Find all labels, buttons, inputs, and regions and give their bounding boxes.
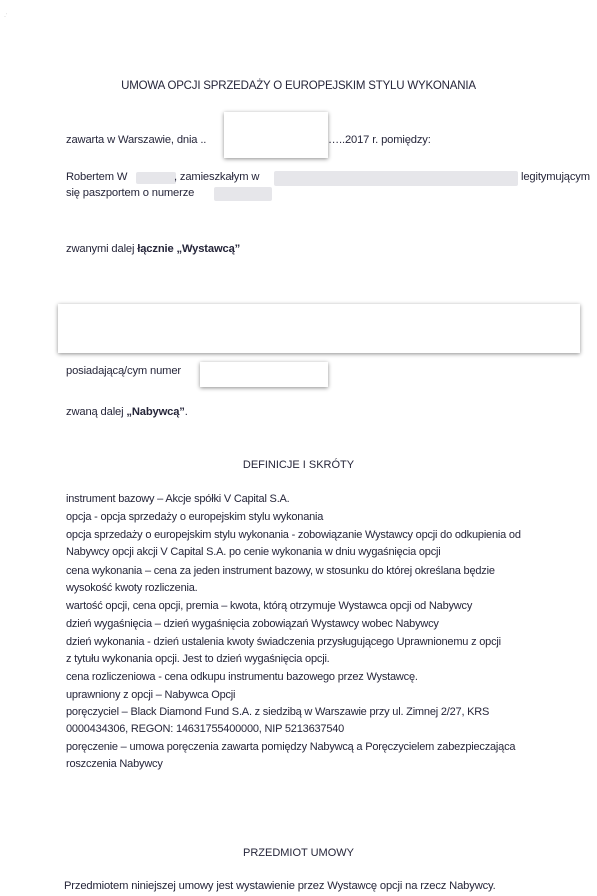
redaction-box-number	[200, 362, 328, 387]
definition-line: uprawniony z opcji – Nabywca Opcji	[66, 689, 236, 701]
holder-label: posiadającą/cym numer	[66, 365, 181, 377]
scan-mark: ·˙	[4, 14, 8, 20]
blurred-address	[274, 171, 518, 186]
party1-id-label: legitymującym	[521, 171, 590, 183]
document-title: UMOWA OPCJI SPRZEDAŻY O EUROPEJSKIM STYLU WYKONANIA	[121, 80, 476, 92]
definition-line: z tytułu wykonania opcji. Jest to dzień wygaśnięcia opcji.	[66, 653, 330, 665]
redaction-box-date	[224, 112, 328, 158]
definitions-heading: DEFINICJE I SKRÓTY	[242, 459, 355, 471]
definition-line: cena wykonania – cena za jeden instrument bazowy, w stosunku do której określana będzie	[66, 565, 495, 577]
definition-line: cena rozliczeniowa - cena odkupu instrumentu bazowego przez Wystawcę.	[66, 671, 418, 683]
concluded-prefix: zawarta w Warszawie, dnia ..	[66, 134, 207, 146]
definition-line: wartość opcji, cena opcji, premia – kwota, którą otrzymuje Wystawca opcji od Nabywcy	[66, 600, 473, 612]
definition-line: poręczyciel – Black Diamond Fund S.A. z siedzibą w Warszawie przy ul. Zimnej 2/27, KRS	[66, 706, 490, 718]
definition-line: poręczenie – umowa poręczenia zawarta pomiędzy Nabywcą a Poręczycielem zabezpieczająca	[66, 741, 516, 753]
party1-passport-label: się paszportem o numerze	[66, 187, 195, 199]
definition-line: dzień wykonania - dzień ustalenia kwoty świadczenia przysługującego Uprawnionemu z opcji	[66, 636, 501, 648]
definition-line: opcja sprzedaży o europejskim stylu wykonania - zobowiązanie Wystawcy opcji do odkupienia od	[66, 529, 521, 541]
buyer-designation: zwaną dalej „Nabywcą”.	[66, 406, 188, 418]
concluded-suffix: …..2017 r. pomiędzy:	[328, 134, 431, 146]
subject-heading: PRZEDMIOT UMOWY	[242, 847, 354, 859]
definition-line: roszczenia Nabywcy	[66, 758, 163, 770]
definition-line: dzień wygaśnięcia – dzień wygaśnięcia zobowiązań Wystawcy wobec Nabywcy	[66, 618, 439, 630]
party1-residence-label: , zamieszkałym w	[174, 171, 260, 183]
redaction-box-buyer	[58, 304, 580, 353]
issuer-designation: zwanymi dalej łącznie „Wystawcą”	[66, 243, 241, 255]
subject-text: Przedmiotem niniejszej umowy jest wystawienie przez Wystawcę opcji na rzecz Nabywcy.	[64, 880, 496, 892]
blurred-passport	[214, 187, 272, 201]
definition-line: 0000434306, REGON: 14631755400000, NIP 5213637540	[66, 723, 345, 735]
party1-name: Robertem W	[66, 171, 128, 183]
definition-line: opcja - opcja sprzedaży o europejskim stylu wykonania	[66, 511, 324, 523]
definition-line: instrument bazowy – Akcje spółki V Capital S.A.	[66, 493, 290, 505]
definition-line: wysokość kwoty rozliczenia.	[66, 582, 198, 594]
definition-line: Nabywcy opcji akcji V Capital S.A. po cenie wykonania w dniu wygaśnięcia opcji	[66, 546, 441, 558]
blurred-surname	[136, 172, 176, 184]
